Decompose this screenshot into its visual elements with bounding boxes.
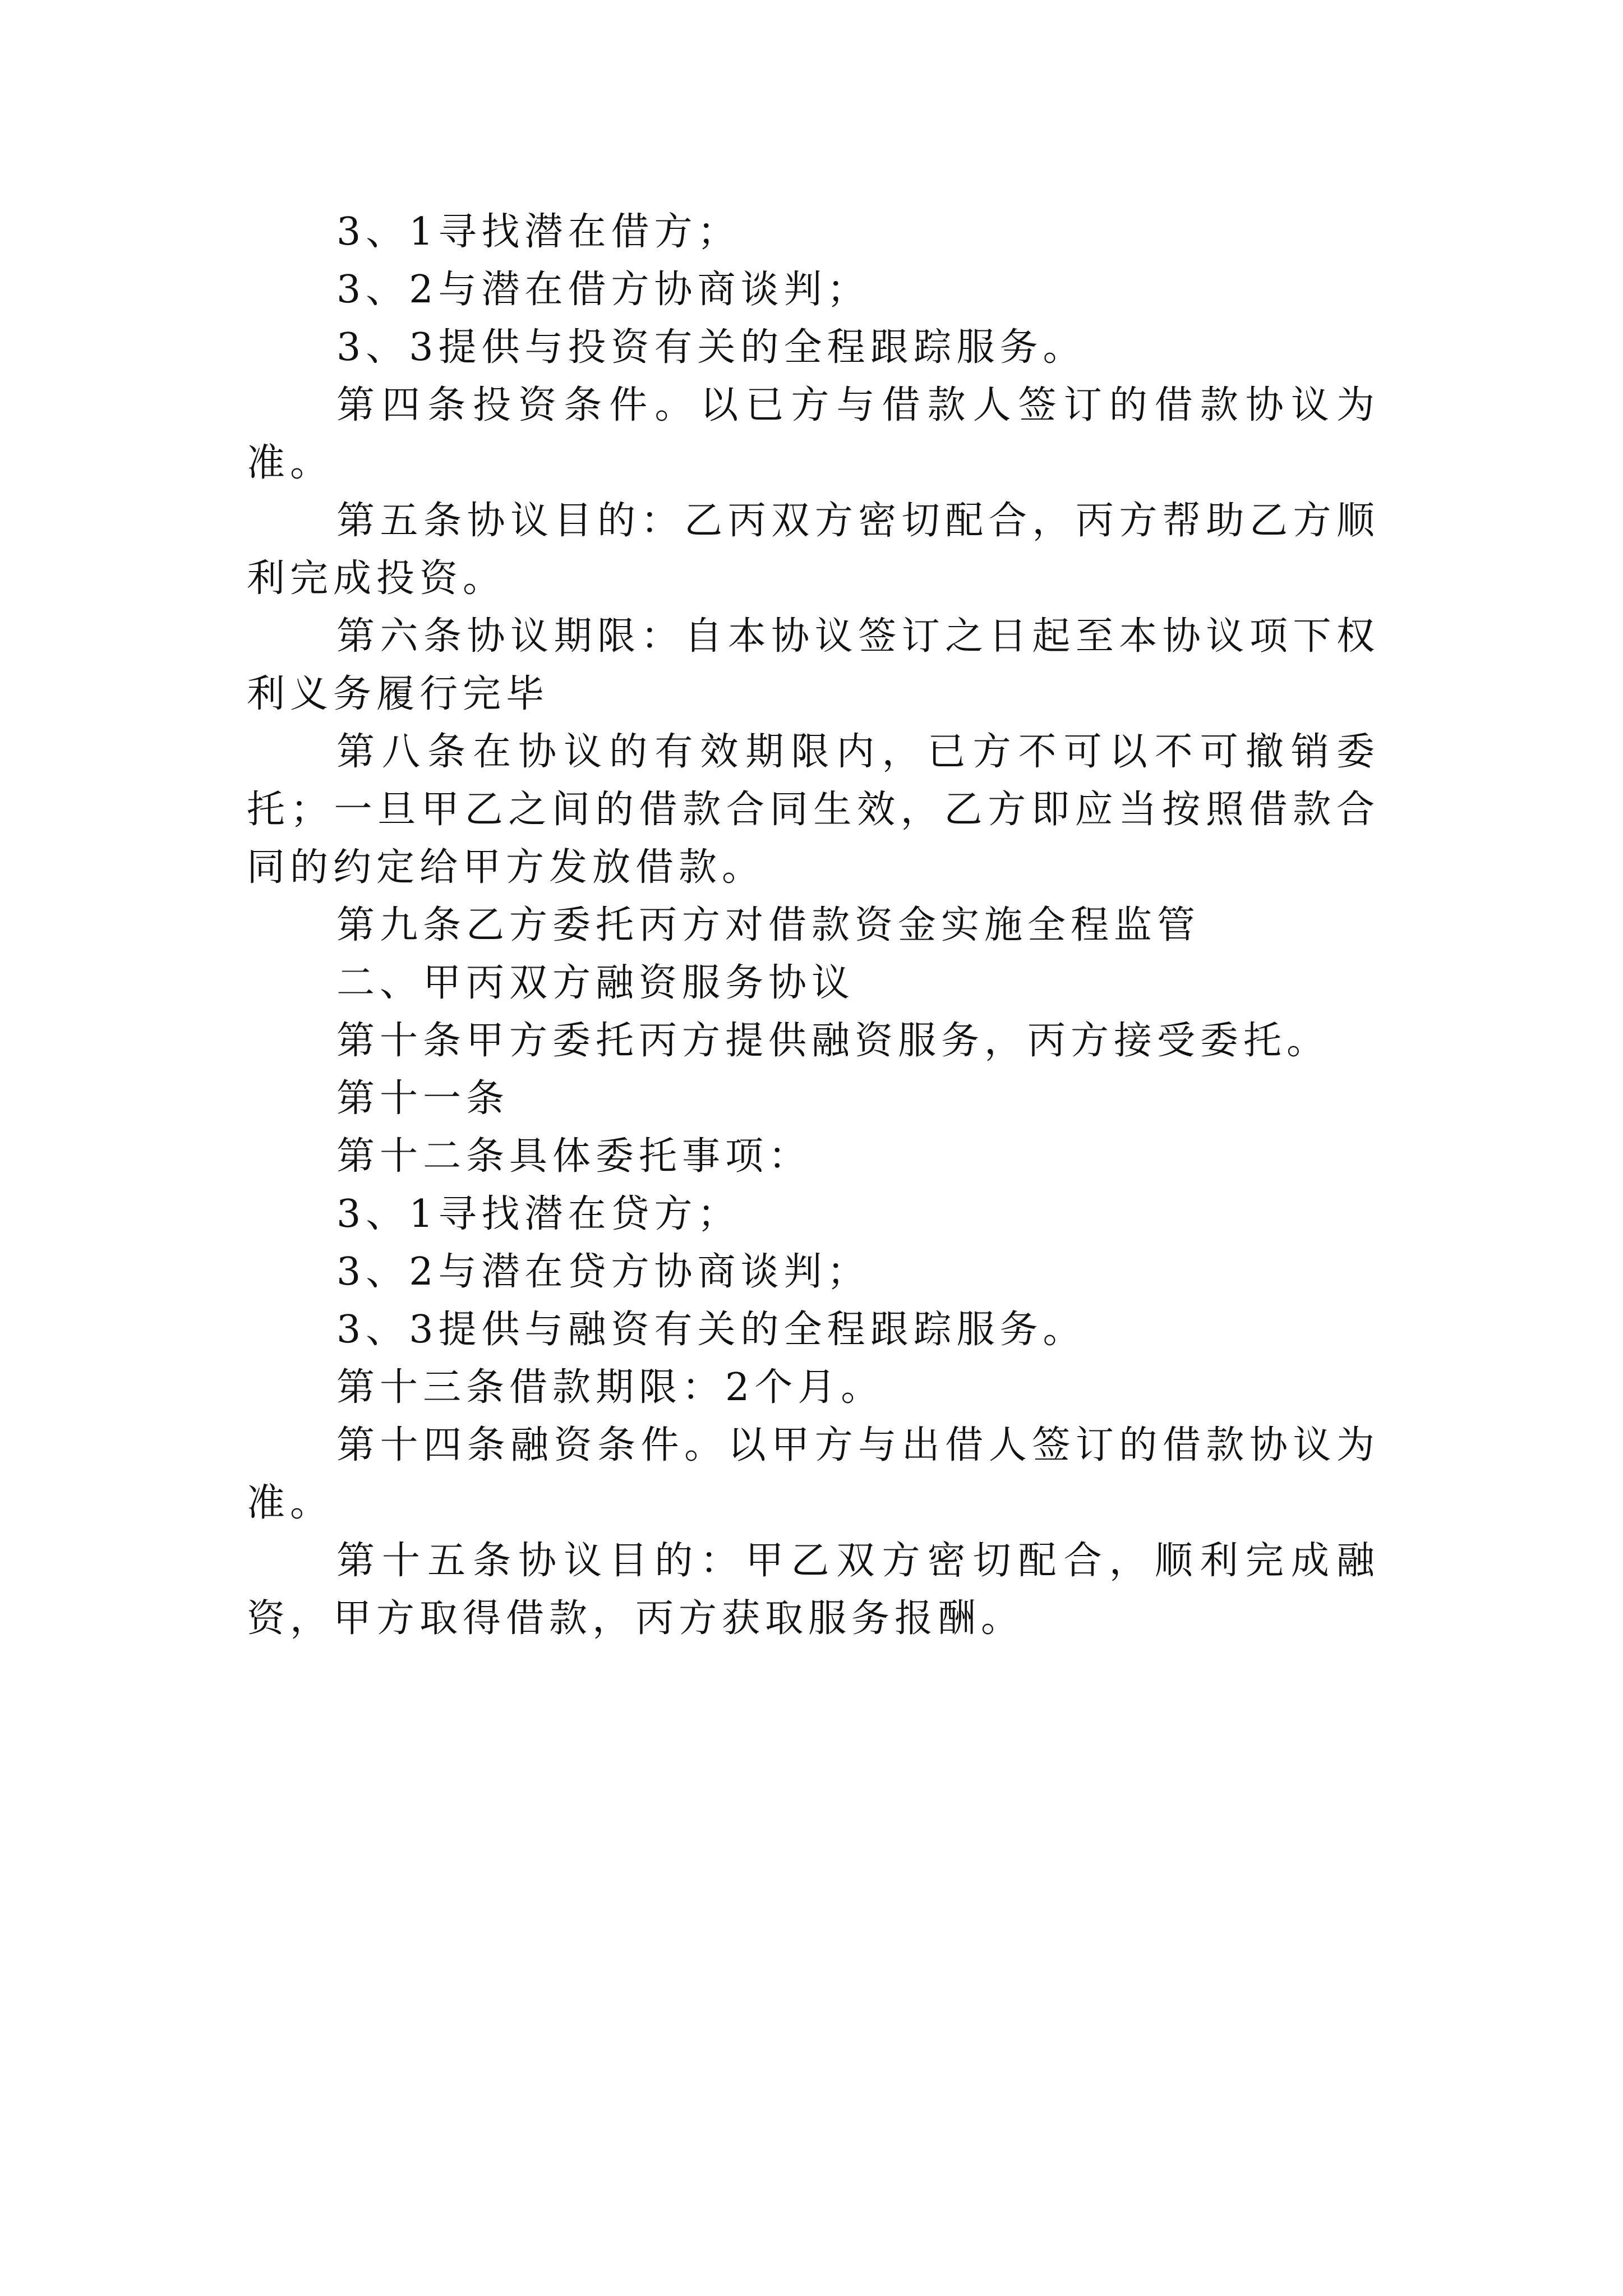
paragraph-article-4: 第四条投资条件。以已方与借款人签订的借款协议为准。 (247, 383, 1380, 485)
paragraph-article-13: 第十三条借款期限：2个月。 (336, 1365, 884, 1410)
paragraph-article-8: 第八条在协议的有效期限内，已方不可以不可撤销委托；一旦甲乙之间的借款合同生效，乙方即应当按照借款合同的约定给甲方发放借款。 (247, 730, 1380, 890)
paragraph-clause-3-3: 3、3提供与投资有关的全程跟踪服务。 (336, 325, 1086, 370)
document-body (247, 203, 1380, 1648)
paragraph-article-14: 第十四条融资条件。以甲方与出借人签订的借款协议为准。 (247, 1423, 1380, 1525)
paragraph-article-9: 第九条乙方委托丙方对借款资金实施全程监管 (336, 903, 1201, 947)
paragraph-clause-3-2: 3、2与潜在借方协商谈判； (336, 268, 870, 312)
paragraph-article-10: 第十条甲方委托丙方提供融资服务，丙方接受委托。 (336, 1019, 1330, 1063)
paragraph-clause-3-1: 3、1寻找潜在借方； (336, 210, 741, 254)
paragraph-article-5: 第五条协议目的：乙丙双方密切配合，丙方帮助乙方顺利完成投资。 (247, 499, 1380, 601)
paragraph-article-12: 第十二条具体委托事项： (336, 1134, 812, 1179)
paragraph-article-6: 第六条协议期限：自本协议签订之日起至本协议项下权利义务履行完毕 (247, 614, 1380, 716)
paragraph-article-15: 第十五条协议目的：甲乙双方密切配合，顺利完成融资，甲方取得借款，丙方获取服务报酬。 (247, 1539, 1380, 1641)
section-heading-2: 二、甲丙双方融资服务协议 (336, 961, 855, 1005)
paragraph-clause-3-1-b: 3、1寻找潜在贷方； (336, 1192, 741, 1236)
paragraph-clause-3-3-b: 3、3提供与融资有关的全程跟踪服务。 (336, 1308, 1086, 1352)
paragraph-article-11: 第十一条 (336, 1076, 510, 1121)
paragraph-clause-3-2-b: 3、2与潜在贷方协商谈判； (336, 1250, 870, 1294)
